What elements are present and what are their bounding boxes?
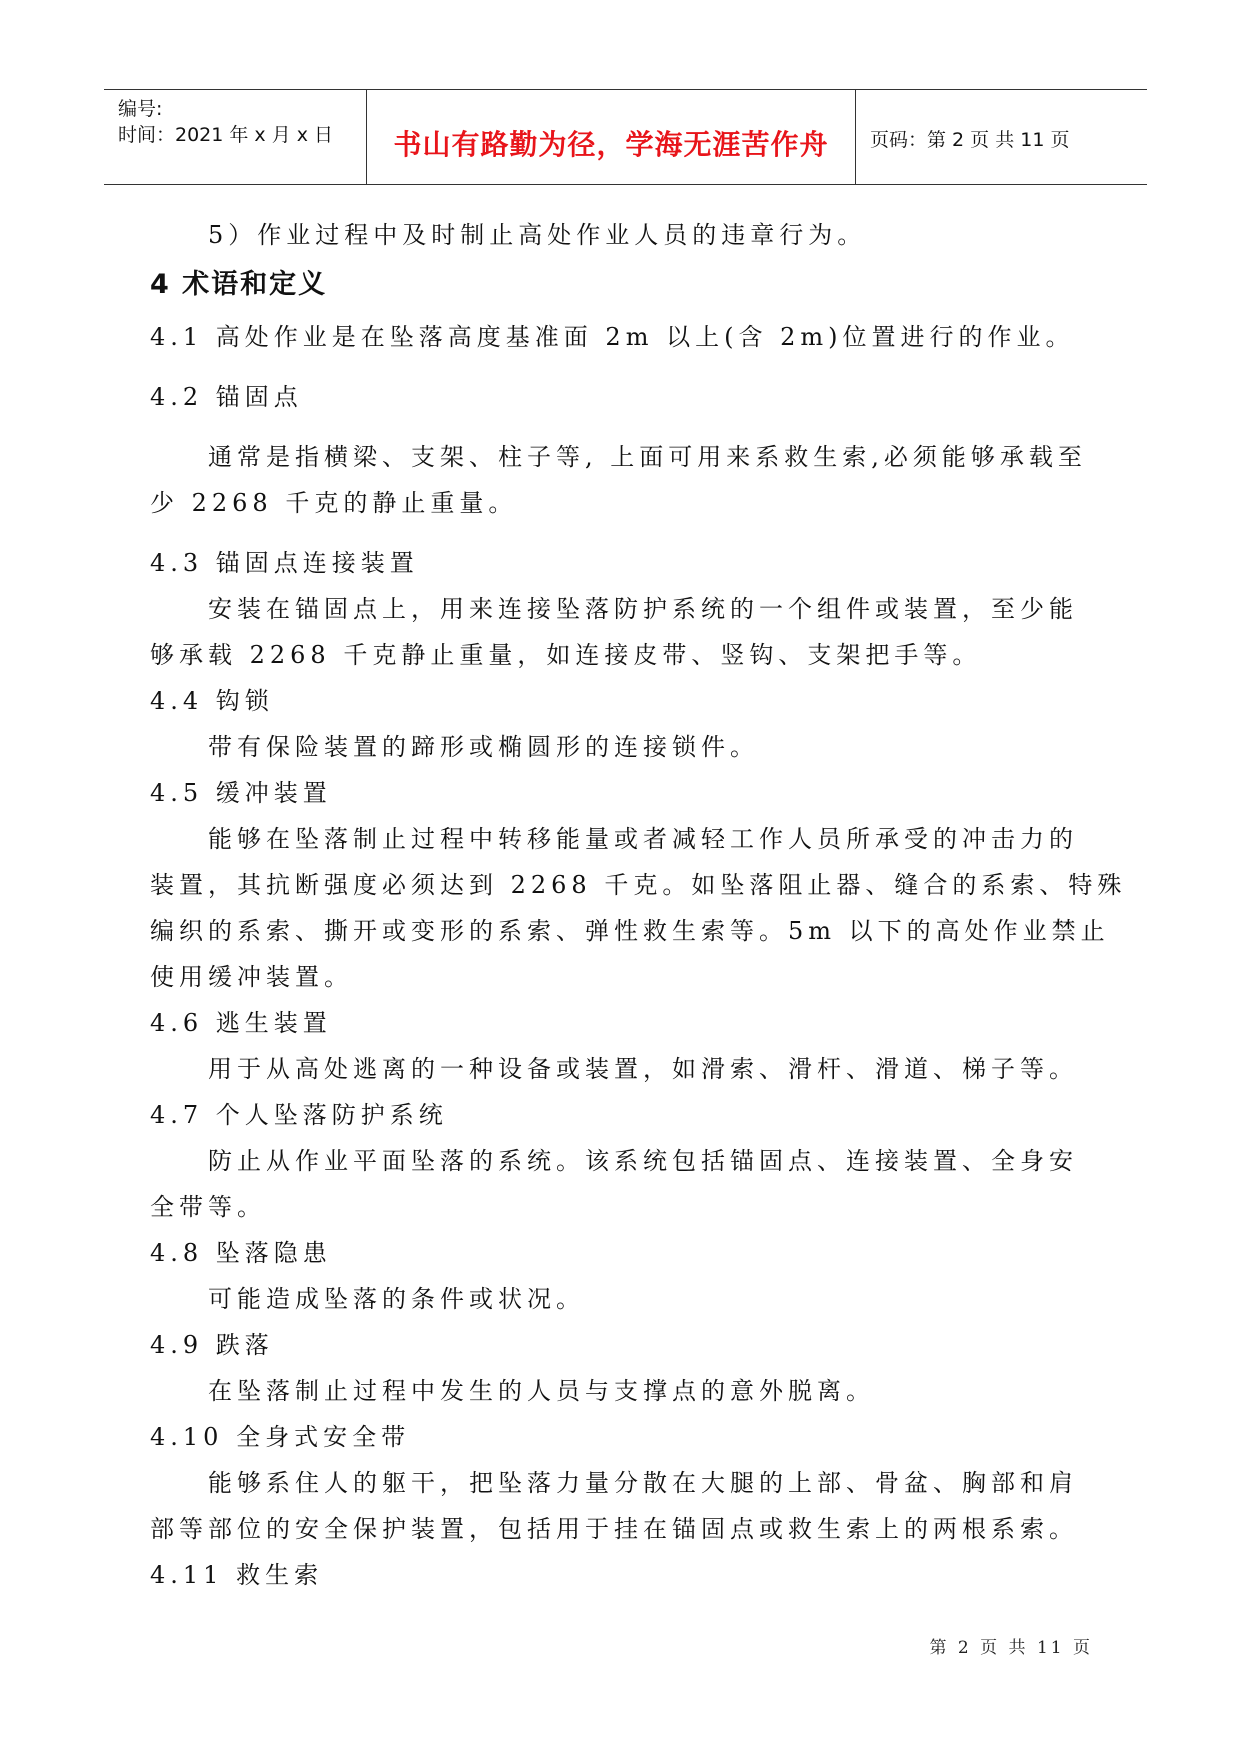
definition-title: 4.10 全身式安全带: [150, 1423, 411, 1451]
definition-title: 4.5 缓冲装置: [150, 779, 332, 807]
definition-text: 用于从高处逃离的一种设备或装置，如滑索、滑杆、滑道、梯子等。: [208, 1055, 1078, 1083]
definition-title: 4.11 救生索: [150, 1561, 324, 1589]
document-body: [150, 212, 1127, 1598]
definition-title: 4.3 锚固点连接装置: [150, 549, 419, 577]
header-left-cell: [104, 90, 366, 184]
definition-4-1: 4.1 高处作业是在坠落高度基准面 2m 以上(含 2m)位置进行的作业。: [150, 323, 1075, 351]
header-middle-cell: [366, 90, 856, 184]
definition-title: 4.7 个人坠落防护系统: [150, 1101, 448, 1129]
section-heading: 4 术语和定义: [150, 269, 328, 300]
definition-text: 使用缓冲装置。: [150, 963, 353, 991]
definition-title: 4.9 跌落: [150, 1331, 274, 1359]
definition-title: 4.6 逃生装置: [150, 1009, 332, 1037]
definition-text: 带有保险装置的蹄形或椭圆形的连接锁件。: [208, 733, 759, 761]
definition-text: 通常是指横梁、支架、柱子等, 上面可用来系救生索,必须能够承载至: [208, 443, 1087, 471]
definition-title: 4.4 钩锁: [150, 687, 274, 715]
header-page-label: 页码：第 2 页 共 11 页: [870, 129, 1070, 151]
definition-text: 防止从作业平面坠落的系统。该系统包括锚固点、连接装置、全身安: [208, 1147, 1078, 1175]
serial-number-label: 编号:: [118, 98, 163, 120]
definition-text: 在坠落制止过程中发生的人员与支撑点的意外脱离。: [208, 1377, 875, 1405]
definition-title: 4.2 锚固点: [150, 383, 303, 411]
definition-text: 装置，其抗断强度必须达到 2268 千克。如坠落阻止器、缝合的系索、特殊: [150, 871, 1127, 899]
definition-title: 4.8 坠落隐患: [150, 1239, 332, 1267]
definition-text: 可能造成坠落的条件或状况。: [208, 1285, 585, 1313]
definition-text: 全带等。: [150, 1193, 266, 1221]
definition-text: 能够系住人的躯干，把坠落力量分散在大腿的上部、骨盆、胸部和肩: [208, 1469, 1078, 1497]
definition-text: 少 2268 千克的静止重量。: [150, 489, 518, 517]
page-header: [104, 89, 1147, 185]
paragraph: 5）作业过程中及时制止高处作业人员的违章行为。: [208, 221, 867, 249]
definition-text: 编织的系索、撕开或变形的系索、弹性救生索等。5m 以下的高处作业禁止: [150, 917, 1110, 945]
definition-text: 够承载 2268 千克静止重量，如连接皮带、竖钩、支架把手等。: [150, 641, 982, 669]
definition-text: 安装在锚固点上，用来连接坠落防护系统的一个组件或装置，至少能: [208, 595, 1078, 623]
time-label: 时间：2021 年 x 月 x 日: [118, 124, 334, 146]
definition-text: 能够在坠落制止过程中转移能量或者减轻工作人员所承受的冲击力的: [208, 825, 1078, 853]
header-right-cell: [856, 90, 1147, 184]
definition-text: 部等部位的安全保护装置，包括用于挂在锚固点或救生索上的两根系索。: [150, 1515, 1078, 1543]
header-motto: 书山有路勤为径，学海无涯苦作舟: [393, 128, 829, 161]
page-footer: 第 2 页 共 11 页: [929, 1638, 1093, 1658]
